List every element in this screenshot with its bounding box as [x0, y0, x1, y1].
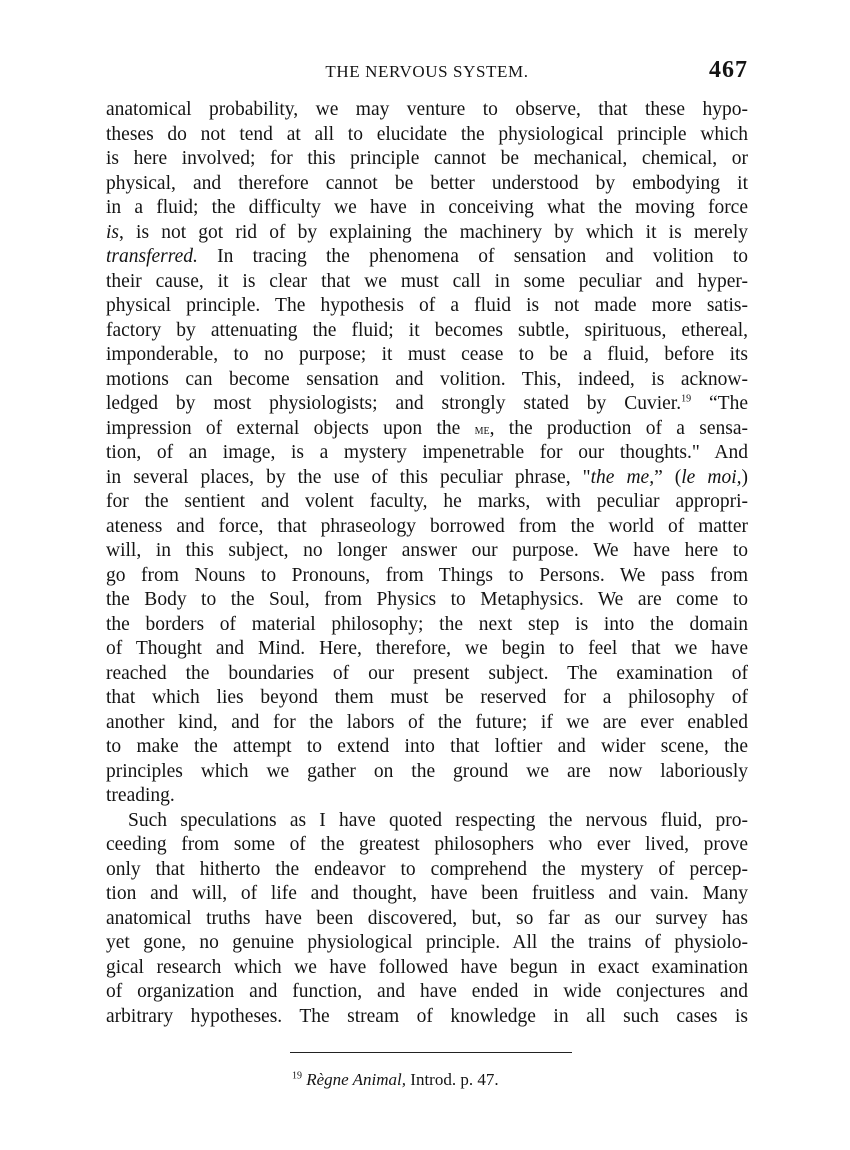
text-line: physical, and therefore cannot be better understood by embodying it	[106, 172, 748, 194]
running-title: THE NERVOUS SYSTEM.	[325, 62, 529, 81]
text-line: the Body to the Soul, from Physics to Metaphysics. We are come to	[106, 589, 748, 610]
text-line: another kind, and for the labors of the future; if we are ever enabled	[106, 711, 748, 733]
text-line: only that hitherto the endeavor to comprehend the mystery of percep-	[106, 858, 748, 880]
footnote	[292, 1070, 499, 1090]
page-header	[106, 57, 748, 90]
text-line: theses do not tend at all to elucidate the physiological principle which	[106, 123, 748, 145]
text-line: tion and will, of life and thought, have been fruitless and vain. Many	[106, 883, 748, 904]
emphasis: le moi,	[681, 466, 742, 488]
emphasis: is	[106, 221, 120, 243]
text-run: In tracing the phenomena of sensation and volition to	[197, 246, 748, 267]
text-run: , the production of a sensa-	[489, 417, 748, 439]
text-line: reached the boundaries of our present subject. The examination of	[106, 662, 748, 684]
text-line: yet gone, no genuine physiological principle. All the trains of physiolo-	[106, 932, 748, 953]
text-line: motions can become sensation and volition. This, indeed, is acknow-	[106, 368, 748, 390]
text-run: in several places, by the use of this peculiar phrase, "	[106, 466, 591, 488]
text-line: that which lies beyond them must be reserved for a philosophy of	[106, 687, 748, 708]
emphasis: transferred.	[106, 246, 198, 267]
text-line	[106, 221, 748, 246]
text-line	[106, 417, 748, 442]
emphasis: the me,	[590, 466, 655, 488]
paragraph-1	[106, 98, 748, 809]
text-run: , is not got rid of by explaining the machinery by which it is merely	[119, 221, 748, 243]
small-caps: me	[474, 422, 490, 438]
text-line: treading.	[106, 785, 175, 806]
text-line: the borders of material philosophy; the next step is into the domain	[106, 613, 748, 635]
text-line	[106, 245, 748, 270]
text-run: ledged by most physiologists; and strongly stated by Cuvier.	[106, 393, 682, 414]
page-number: 467	[709, 57, 748, 83]
text-run: ” (	[654, 466, 682, 488]
text-line: their cause, it is clear that we must call in some peculiar and hyper-	[106, 270, 748, 292]
footnote-title: Règne Animal,	[306, 1070, 407, 1089]
text-line: imponderable, to no purpose; it must cease to be a fluid, before its	[106, 344, 748, 365]
text-line: of Thought and Mind. Here, therefore, we begin to feel that we have	[106, 638, 748, 659]
text-line: Such speculations as I have quoted respecting the nervous fluid, pro-	[128, 809, 748, 831]
footnote-marker: 19	[292, 1070, 302, 1082]
text-line: of organization and function, and have ended in wide conjectures and	[106, 981, 748, 1002]
text-line: will, in this subject, no longer answer our purpose. We have here to	[106, 540, 748, 561]
footnote-divider	[290, 1052, 572, 1053]
text-line: in a fluid; the difficulty we have in conceiving what the moving force	[106, 197, 748, 218]
text-run: impression of external objects upon the	[106, 417, 475, 439]
text-line: to make the attempt to extend into that loftier and wider scene, the	[106, 736, 748, 757]
text-line	[106, 466, 748, 491]
footnote-reference: 19	[681, 393, 692, 405]
text-run: )	[741, 466, 748, 488]
paragraph-2	[106, 809, 748, 1030]
text-line	[106, 392, 748, 417]
text-line: principles which we gather on the ground we are now laboriously	[106, 760, 748, 782]
text-line: for the sentient and volent faculty, he marks, with peculiar appropri-	[106, 491, 748, 512]
text-line: factory by attenuating the fluid; it becomes subtle, spirituous, ethereal,	[106, 319, 748, 341]
text-line: anatomical truths have been discovered, but, so far as our survey has	[106, 907, 748, 929]
text-line: ceeding from some of the greatest philosophers who ever lived, prove	[106, 834, 748, 855]
text-line: tion, of an image, is a mystery impenetrable for our thoughts." And	[106, 442, 748, 463]
text-line: physical principle. The hypothesis of a fluid is not made more satis-	[106, 295, 748, 316]
text-line: arbitrary hypotheses. The stream of knowledge in all such cases is	[106, 1005, 748, 1027]
main-text	[106, 98, 748, 1029]
text-line: gical research which we have followed have begun in exact examination	[106, 956, 748, 978]
footnote-text: Introd. p. 47.	[406, 1070, 499, 1089]
text-line: anatomical probability, we may venture to observe, that these hypo-	[106, 99, 748, 120]
text-run: “The	[691, 393, 748, 414]
text-line: go from Nouns to Pronouns, from Things to Persons. We pass from	[106, 564, 748, 586]
text-line: ateness and force, that phraseology borrowed from the world of matter	[106, 515, 748, 537]
text-line: is here involved; for this principle cannot be mechanical, chemical, or	[106, 148, 748, 169]
